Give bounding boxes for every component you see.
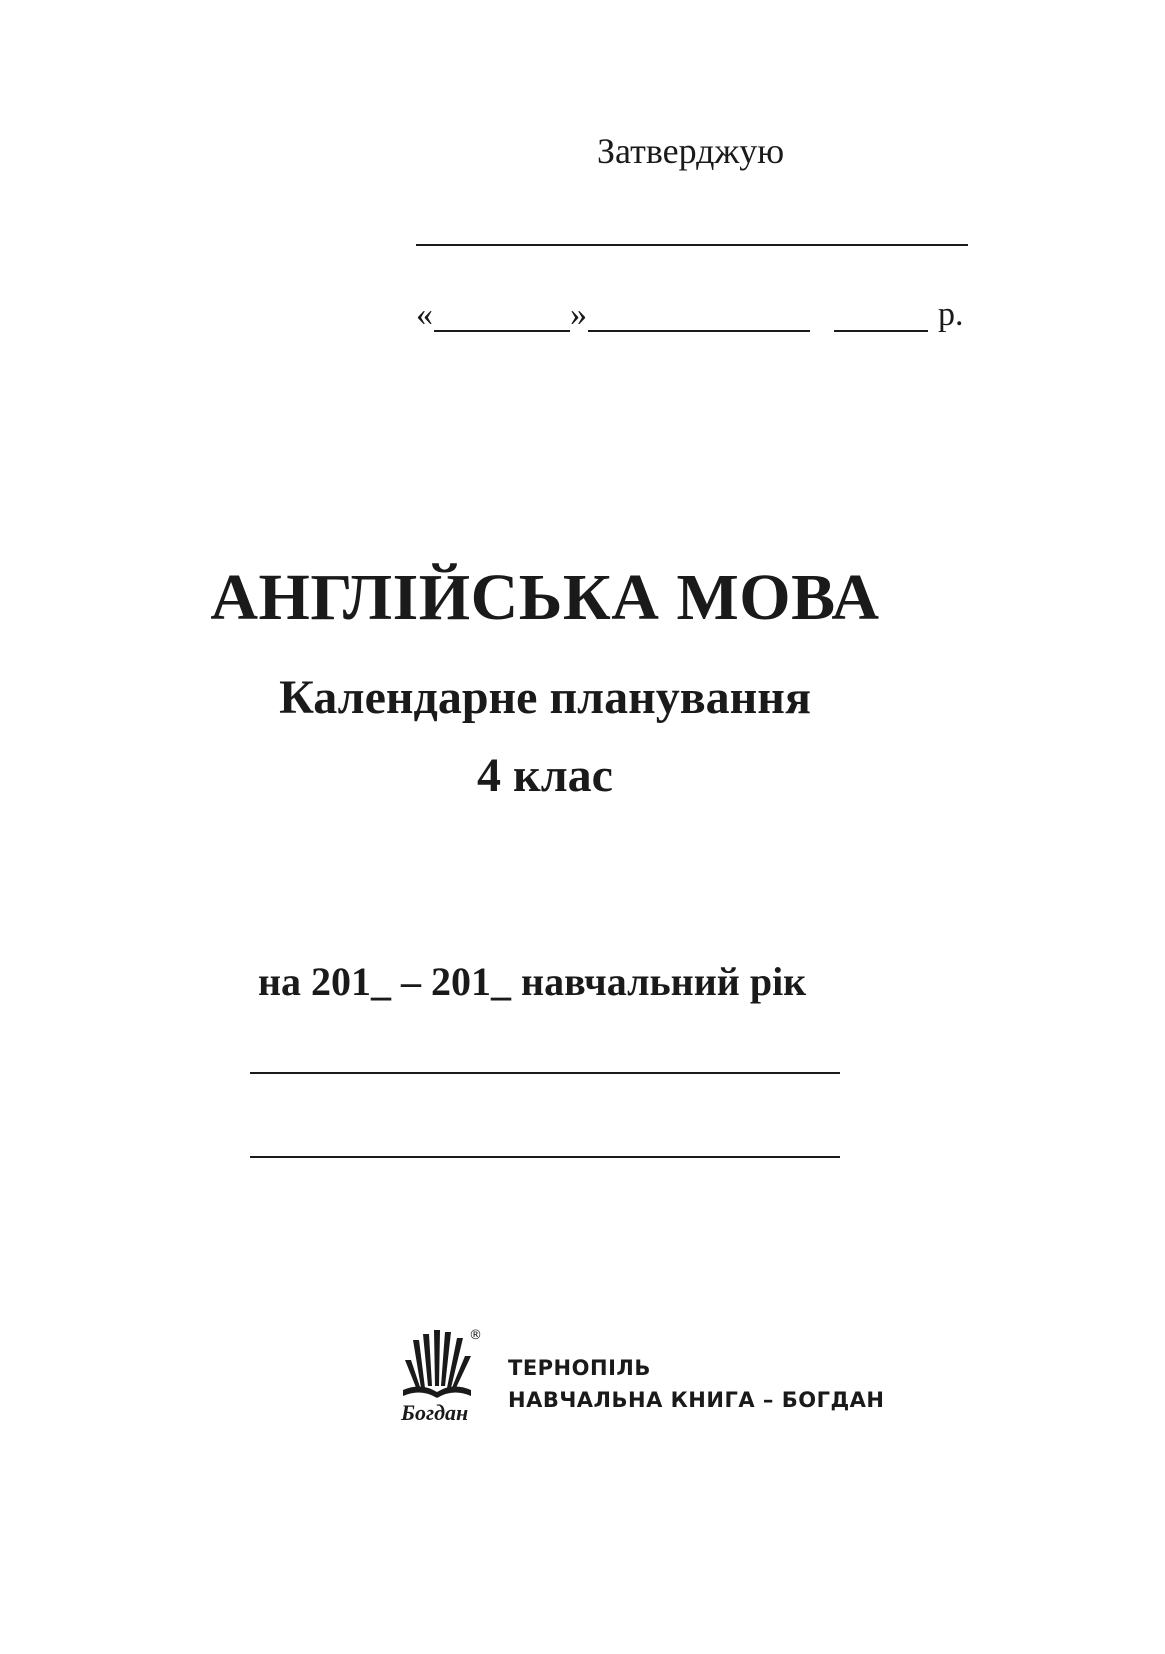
teacher-name-line-2 [250, 1156, 840, 1158]
approver-signature-line [416, 244, 968, 246]
day-blank-line [434, 330, 570, 332]
subject-title: АНГЛІЙСЬКА МОВА [210, 561, 880, 634]
publisher-logo [403, 1330, 481, 1428]
logo-text: Богдан [401, 1400, 469, 1425]
document-subtitle: Календарне планування [279, 671, 811, 724]
year-blank-line [834, 330, 928, 332]
approval-heading: Затверджую [597, 131, 785, 171]
publisher-city: ТЕРНОПІЛЬ [508, 1356, 651, 1380]
approval-date-row [416, 296, 968, 342]
month-blank-line [588, 330, 810, 332]
open-quote: « [416, 296, 433, 333]
year-suffix: р. [938, 296, 964, 333]
registered-mark: ® [469, 1328, 482, 1343]
grade-label: 4 клас [477, 749, 613, 802]
publisher-name: НАВЧАЛЬНА КНИГА – БОГДАН [508, 1388, 885, 1412]
close-quote: » [570, 296, 587, 333]
teacher-name-line-1 [250, 1072, 840, 1074]
school-year-line: на 201_ – 201_ навчальний рік [258, 959, 807, 1004]
